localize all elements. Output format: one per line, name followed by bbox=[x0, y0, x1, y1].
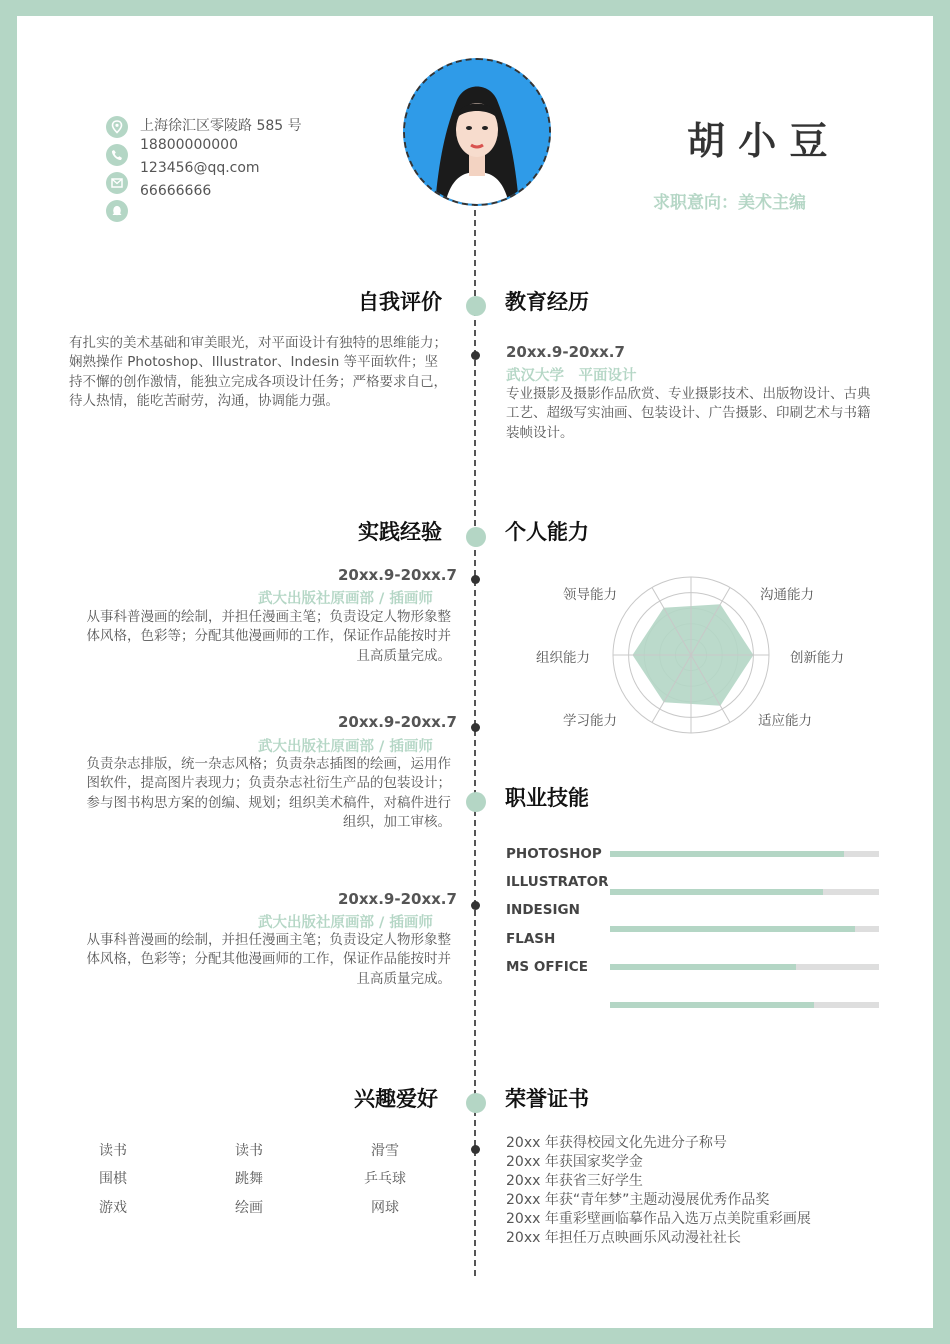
skill-bar-fill bbox=[610, 1002, 814, 1008]
skill-bar-track bbox=[610, 851, 879, 857]
practice-org: 武大出版社原画部 / 插画师 bbox=[258, 739, 433, 755]
practice-desc: 从事科普漫画的绘制，并担任漫画主笔；负责设定人物形象整体风格，色彩等；分配其他漫画师的工作，保证作品能按时并且高质量完成。 bbox=[86, 932, 451, 987]
skill-name: ILLUSTRATOR bbox=[506, 874, 609, 890]
name-title: 胡 小 豆 bbox=[687, 119, 828, 163]
hobby-item: 读书 bbox=[99, 1143, 127, 1159]
education-school: 武汉大学 平面设计 bbox=[506, 368, 637, 384]
practice-desc: 负责杂志排版，统一杂志风格；负责杂志插图的绘画，运用作图软件，提高图片表现力；负责杂志社衍生产品的包装设计；参与图书构思方案的创编、规划；组织美术稿件，对稿件进行组织，加工审核。 bbox=[86, 756, 451, 831]
hobbies-title: 兴趣爱好 bbox=[354, 1087, 438, 1111]
radar-label-organization: 组织能力 bbox=[536, 650, 590, 666]
honor-item: 20xx 年获得校园文化先进分子称号 bbox=[506, 1135, 727, 1151]
contact-phone: 18800000000 bbox=[140, 137, 238, 153]
mail-icon bbox=[106, 172, 128, 194]
contact-address: 上海徐汇区零陵路 585 号 bbox=[140, 118, 302, 134]
portrait-illustration bbox=[405, 60, 549, 204]
honor-item: 20xx 年获国家奖学金 bbox=[506, 1154, 643, 1170]
skill-bar-fill bbox=[610, 889, 823, 895]
qq-icon bbox=[106, 200, 128, 222]
hobby-item: 乒乓球 bbox=[364, 1171, 406, 1187]
practice-dot bbox=[466, 527, 486, 547]
hobby-item: 滑雪 bbox=[371, 1143, 399, 1159]
radar-label-adaptability: 适应能力 bbox=[758, 713, 812, 729]
skill-name: MS OFFICE bbox=[506, 959, 588, 975]
skill-bar-fill bbox=[610, 964, 796, 970]
skills-title: 职业技能 bbox=[505, 786, 589, 810]
practice-date: 20xx.9-20xx.7 bbox=[338, 566, 457, 584]
practice-desc: 从事科普漫画的绘制，并担任漫画主笔；负责设定人物形象整体风格，色彩等；分配其他漫画师的工作，保证作品能按时并且高质量完成。 bbox=[86, 609, 451, 664]
radar-label-communication: 沟通能力 bbox=[760, 587, 814, 603]
contact-qq: 66666666 bbox=[140, 183, 212, 199]
skill-name: INDESIGN bbox=[506, 902, 580, 918]
radar-label-learning: 学习能力 bbox=[563, 713, 617, 729]
self-eval-text: 有扎实的美术基础和审美眼光，对平面设计有独特的思维能力；娴熟操作 Photoshop、Illustrator、Indesin 等平面软件；坚持不懈的创作激情，能独立完成各项设计任务；严格要求自己，待人热情，能吃苦耐劳，沟通，协调能力强。 bbox=[69, 335, 447, 410]
practice-marker bbox=[471, 723, 480, 732]
self-eval-title: 自我评价 bbox=[358, 290, 442, 314]
self-eval-marker bbox=[471, 351, 480, 360]
hobby-item: 绘画 bbox=[235, 1200, 263, 1216]
practice-marker bbox=[471, 901, 480, 910]
skill-bar-track bbox=[610, 964, 879, 970]
location-icon bbox=[106, 116, 128, 138]
practice-date: 20xx.9-20xx.7 bbox=[338, 890, 457, 908]
honors-marker bbox=[471, 1145, 480, 1154]
practice-org: 武大出版社原画部 / 插画师 bbox=[258, 591, 433, 607]
education-courses: 专业摄影及摄影作品欣赏、专业摄影技术、出版物设计、古典工艺、超级写实油画、包装设计、广告摄影、印刷艺术与书籍装帧设计。 bbox=[506, 386, 871, 441]
practice-org: 武大出版社原画部 / 插画师 bbox=[258, 915, 433, 931]
skill-bar-fill bbox=[610, 926, 855, 932]
practice-marker bbox=[471, 575, 480, 584]
skill-name: FLASH bbox=[506, 931, 556, 947]
contact-email: 123456@qq.com bbox=[140, 160, 260, 176]
education-title: 教育经历 bbox=[505, 290, 589, 314]
abilities-title: 个人能力 bbox=[505, 520, 589, 544]
radar-label-innovation: 创新能力 bbox=[790, 650, 844, 666]
resume-page bbox=[17, 16, 933, 1328]
hobby-item: 游戏 bbox=[99, 1200, 127, 1216]
radar-label-leadership: 领导能力 bbox=[563, 587, 617, 603]
skill-bar-track bbox=[610, 1002, 879, 1008]
skill-bar-track bbox=[610, 926, 879, 932]
practice-date: 20xx.9-20xx.7 bbox=[338, 713, 457, 731]
timeline-line bbox=[474, 200, 476, 1276]
self-eval-dot bbox=[466, 296, 486, 316]
radar-chart bbox=[606, 570, 776, 740]
honor-item: 20xx 年获“青年梦”主题动漫展优秀作品奖 bbox=[506, 1192, 770, 1208]
hobby-item: 读书 bbox=[235, 1143, 263, 1159]
skills-dot bbox=[466, 792, 486, 812]
skill-bar-track bbox=[610, 889, 879, 895]
skill-name: PHOTOSHOP bbox=[506, 846, 602, 862]
job-intent: 求职意向：美术主编 bbox=[653, 193, 806, 213]
honor-item: 20xx 年获省三好学生 bbox=[506, 1173, 643, 1189]
hobby-item: 网球 bbox=[371, 1200, 399, 1216]
honor-item: 20xx 年重彩壁画临摹作品入选万点美院重彩画展 bbox=[506, 1211, 811, 1227]
honors-title: 荣誉证书 bbox=[505, 1087, 589, 1111]
avatar bbox=[403, 58, 551, 206]
hobby-item: 跳舞 bbox=[235, 1171, 263, 1187]
practice-title: 实践经验 bbox=[358, 520, 442, 544]
phone-icon bbox=[106, 144, 128, 166]
education-date: 20xx.9-20xx.7 bbox=[506, 343, 625, 361]
hobbies-dot bbox=[466, 1093, 486, 1113]
skill-bar-fill bbox=[610, 851, 844, 857]
honor-item: 20xx 年担任万点映画乐风动漫社社长 bbox=[506, 1230, 741, 1246]
hobby-item: 围棋 bbox=[99, 1171, 127, 1187]
